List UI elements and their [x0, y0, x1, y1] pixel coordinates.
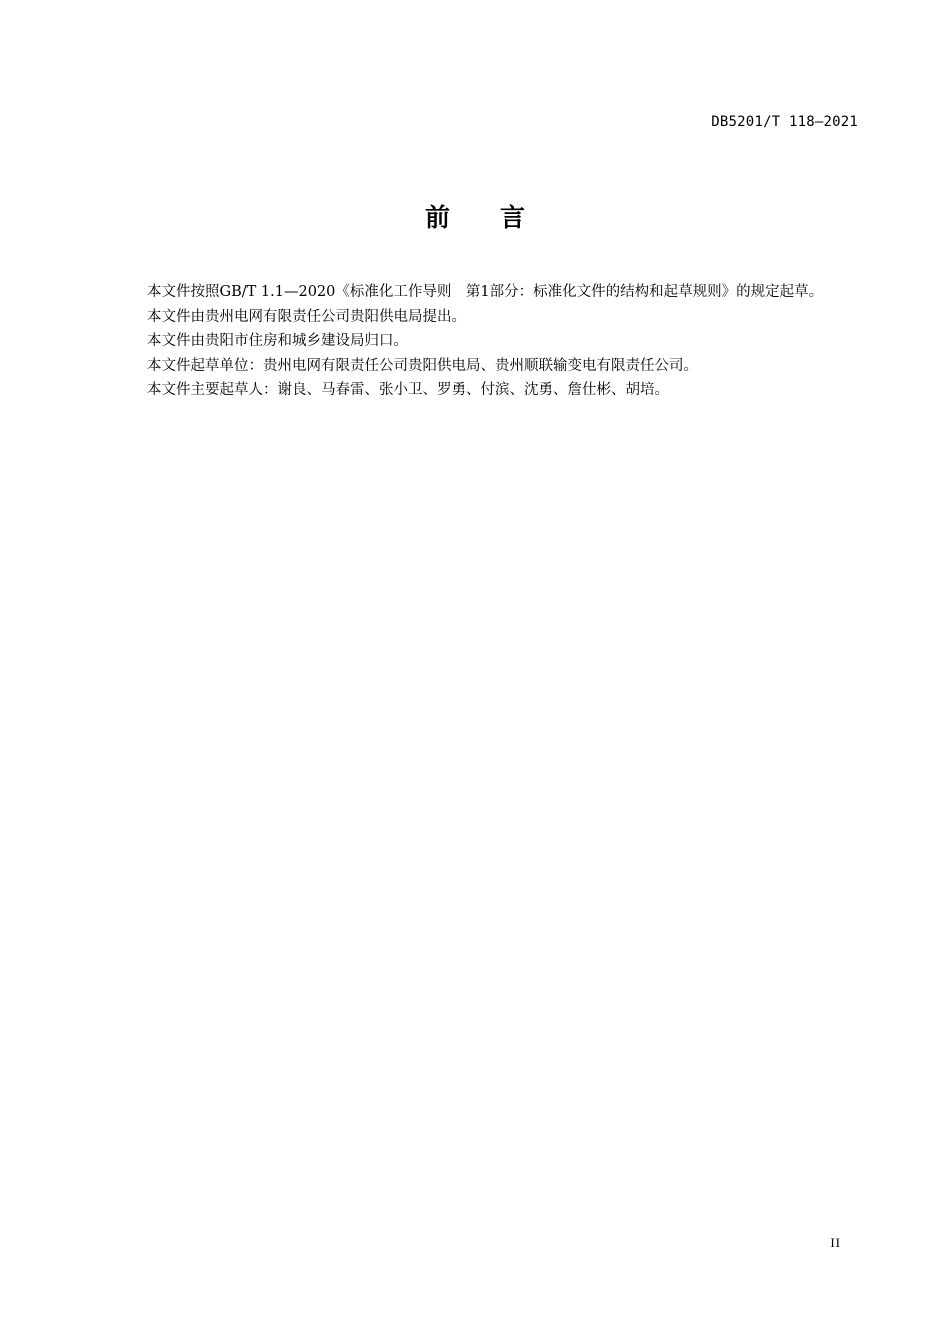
paragraph-drafting-units: 本文件起草单位：贵州电网有限责任公司贵阳供电局、贵州顺联输变电有限责任公司。	[147, 357, 698, 374]
page-title	[0, 198, 950, 234]
paragraph-drafting-basis: 本文件按照GB/T 1.1—2020《标准化工作导则 第1部分：标准化文件的结构和起草规则》的规定起草。	[147, 284, 824, 300]
title-char-1: 前	[424, 203, 450, 232]
paragraph-proposer: 本文件由贵州电网有限责任公司贵阳供电局提出。	[147, 308, 466, 325]
document-code: DB5201/T 118—2021	[711, 114, 858, 130]
paragraph-drafters: 本文件主要起草人：谢良、马春雷、张小卫、罗勇、付滨、沈勇、詹仕彬、胡培。	[147, 382, 669, 398]
foreword-body	[113, 280, 860, 403]
page-number: II	[830, 1235, 841, 1250]
paragraph-administrator: 本文件由贵阳市住房和城乡建设局归口。	[147, 333, 408, 349]
title-char-2: 言	[500, 203, 526, 232]
